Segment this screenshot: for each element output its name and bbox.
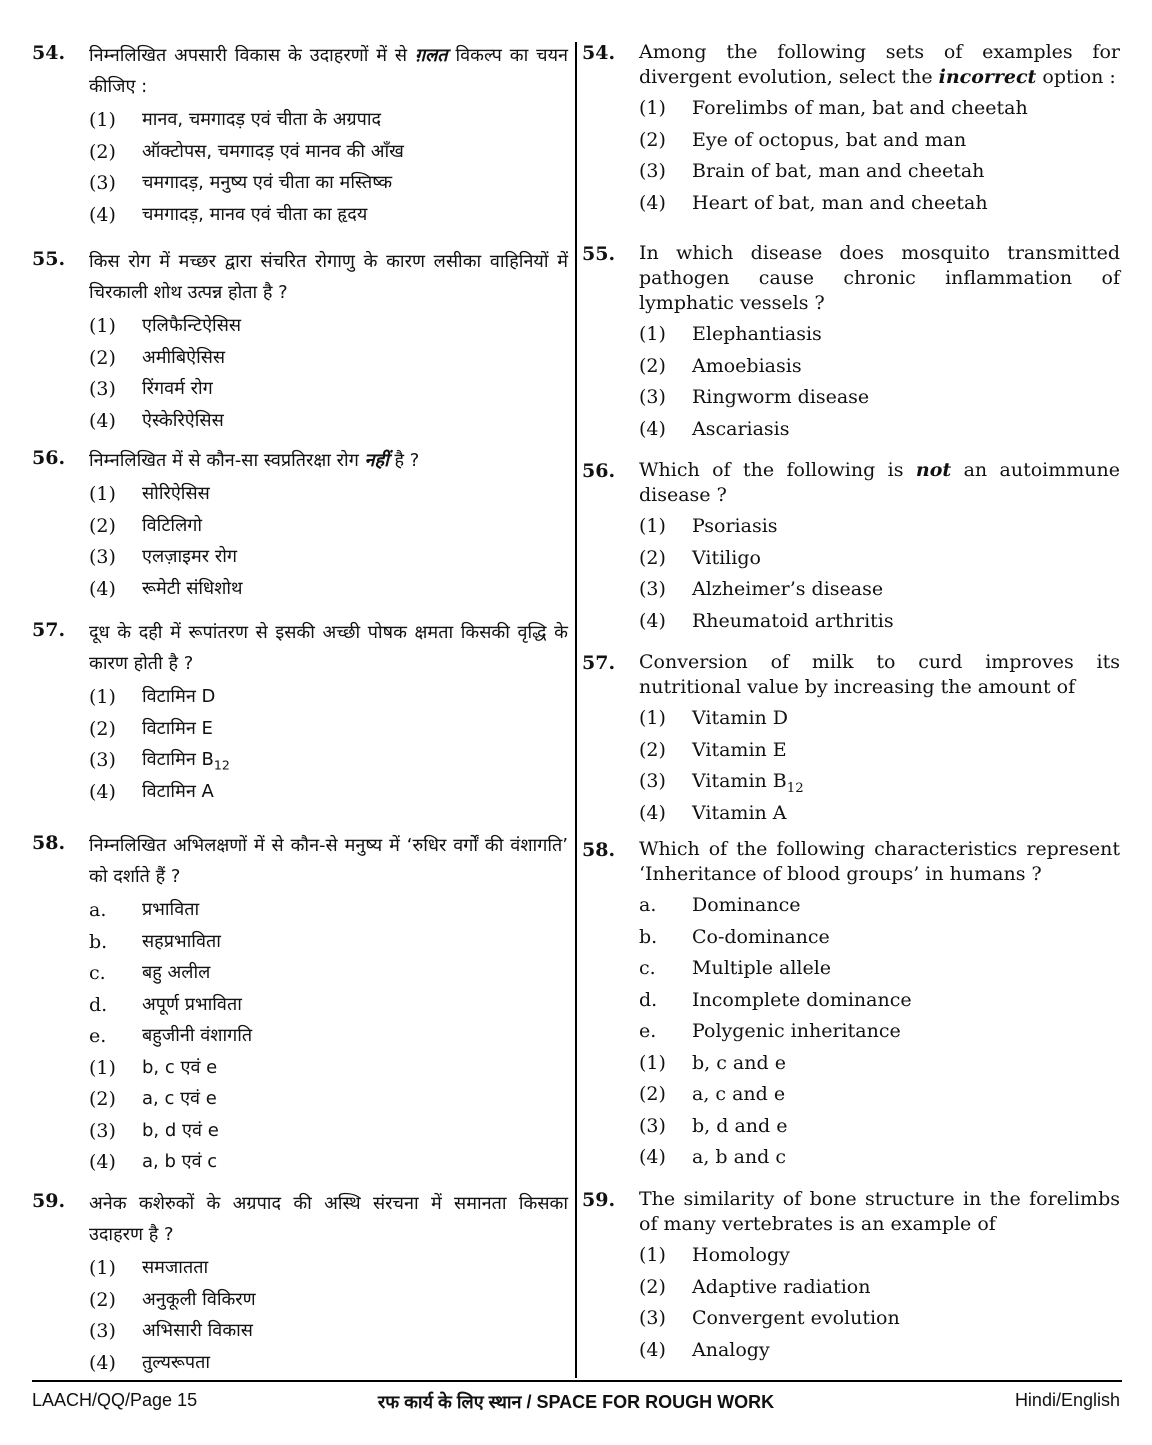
option-text: ऐस्केरिऐसिस: [142, 409, 224, 431]
option-text: Alzheimer’s disease: [692, 578, 884, 600]
question-hi-54: [32, 40, 568, 233]
answer-option: [639, 158, 1120, 190]
question-number: 54.: [582, 42, 616, 64]
option-index: (1): [639, 323, 666, 345]
question-stem: Among the following sets of examples for divergent evolution, select the incorrect option :: [639, 41, 1120, 88]
option-text: Analogy: [692, 1338, 770, 1361]
option-index: (3): [89, 749, 116, 771]
answer-option: [639, 1305, 1120, 1337]
option-text: Rheumatoid arthritis: [692, 609, 894, 632]
option-index: (1): [89, 315, 116, 337]
option-text: Incomplete dominance: [692, 988, 912, 1011]
question-en-55: [582, 241, 1120, 447]
option-index: e.: [89, 1025, 107, 1047]
option-text: Homology: [692, 1244, 790, 1266]
answer-option: [639, 800, 1120, 832]
option-index: (4): [639, 801, 666, 824]
option-index: (4): [89, 203, 116, 226]
option-text: b, d and e: [692, 1114, 788, 1137]
option-text: विटामिन A: [142, 780, 214, 802]
option-index: (3): [639, 160, 666, 182]
option-index: (1): [639, 1244, 666, 1266]
answer-option: [89, 1318, 568, 1350]
option-text: Dominance: [692, 894, 801, 916]
answer-option: [89, 481, 568, 513]
option-index: (4): [639, 1146, 666, 1168]
option-text: बहु अलील: [142, 962, 211, 983]
answer-option: [639, 321, 1120, 353]
option-index: (2): [639, 1083, 666, 1105]
question-stem: In which disease does mosquito transmitted pathogen cause chronic inflammation of lymphatic vessels ?: [639, 242, 1120, 314]
answer-option: [89, 544, 568, 576]
answer-option: [639, 127, 1120, 159]
answer-option: [89, 376, 568, 408]
answer-option: [639, 608, 1120, 640]
option-text: b, c and e: [692, 1051, 786, 1074]
option-text: रूमेटी संधिशोथ: [142, 577, 243, 599]
option-index: (1): [639, 515, 666, 537]
option-index: d.: [639, 988, 658, 1011]
answer-option: [89, 107, 568, 139]
footer-rule: [32, 1380, 1122, 1382]
option-text: Vitamin A: [692, 801, 787, 824]
question-hi-58: [32, 830, 568, 1181]
question-number: 58.: [32, 832, 66, 854]
option-text: एलज़ाइमर रोग: [142, 546, 238, 567]
answer-option: [639, 987, 1120, 1019]
question-en-56: [582, 458, 1120, 639]
option-index: (2): [639, 128, 666, 151]
option-index: (1): [89, 686, 116, 708]
option-index: (2): [89, 1088, 116, 1110]
option-index: (2): [639, 1275, 666, 1298]
option-text: Brain of bat, man and cheetah: [692, 160, 985, 182]
question-number: 57.: [582, 652, 616, 674]
option-index: (3): [639, 578, 666, 600]
question-hi-56: [32, 445, 568, 607]
answer-option: [639, 545, 1120, 577]
question-stem: The similarity of bone structure in the forelimbs of many vertebrates is an example of: [639, 1188, 1120, 1235]
question-number: 56.: [32, 447, 66, 469]
question-number: 55.: [32, 248, 66, 270]
answer-option: [639, 1050, 1120, 1082]
answer-option: [639, 416, 1120, 448]
option-text: Multiple allele: [692, 957, 832, 979]
question-stem: निम्नलिखित अपसारी विकास के उदाहरणों में से ग़लत विकल्प का चयन कीजिए :: [89, 45, 568, 97]
option-text: विटामिन D: [142, 686, 216, 707]
option-text: Vitamin E: [692, 738, 787, 761]
option-index: (1): [639, 707, 666, 729]
option-index: (3): [639, 386, 666, 408]
answer-option: [89, 170, 568, 202]
answer-option: [89, 139, 568, 171]
question-stem: Conversion of milk to curd improves its nutritional value by increasing the amount of: [639, 651, 1120, 698]
answer-option: [639, 1081, 1120, 1113]
option-index: (3): [89, 172, 116, 194]
answer-option: [89, 408, 568, 440]
option-text: Psoriasis: [692, 515, 778, 537]
option-index: (3): [89, 1320, 116, 1342]
option-text: चमगादड़, मनुष्य एवं चीता का मस्तिष्क: [142, 172, 393, 193]
option-index: (2): [89, 346, 116, 369]
option-text: a, b and c: [692, 1146, 787, 1168]
option-index: (3): [639, 770, 666, 792]
option-text: मानव, चमगादड़ एवं चीता के अग्रपाद: [142, 109, 382, 130]
option-text: a, b एवं c: [142, 1151, 218, 1172]
option-text: Co-dominance: [692, 925, 830, 948]
option-index: (4): [639, 191, 666, 214]
option-text: अपूर्ण प्रभाविता: [142, 993, 242, 1015]
answer-option: [89, 1023, 568, 1055]
question-number: 55.: [582, 243, 616, 265]
answer-option: [89, 1118, 568, 1150]
column-divider: [575, 42, 577, 1378]
answer-option: [639, 705, 1120, 737]
option-index: (4): [639, 1338, 666, 1361]
option-index: (2): [89, 1288, 116, 1311]
option-index: (2): [89, 140, 116, 163]
question-number: 54.: [32, 42, 66, 64]
option-index: (2): [639, 546, 666, 569]
answer-option: [89, 576, 568, 608]
answer-option: [639, 924, 1120, 956]
option-index: (1): [89, 483, 116, 505]
option-index: c.: [639, 957, 656, 979]
answer-option: [89, 1287, 568, 1319]
answer-option: [639, 190, 1120, 222]
option-text: Ringworm disease: [692, 386, 870, 408]
page-code: LAACH/QQ/Page 15: [32, 1390, 198, 1410]
option-index: (4): [639, 609, 666, 632]
option-index: (1): [89, 1056, 116, 1079]
answer-option: [639, 1337, 1120, 1369]
question-stem: निम्नलिखित में से कौन-सा स्वप्रतिरक्षा रोग नहीं है ?: [89, 450, 420, 471]
option-text: Amoebiasis: [692, 354, 802, 377]
option-text: Elephantiasis: [692, 323, 822, 345]
answer-option: [89, 1255, 568, 1287]
option-text: a, c and e: [692, 1083, 786, 1105]
answer-option: [639, 513, 1120, 545]
option-text: b, c एवं e: [142, 1056, 218, 1078]
question-stem: Which of the following is not an autoimmune disease ?: [639, 459, 1120, 506]
option-text: सोरिऐसिस: [142, 483, 210, 504]
answer-option: [639, 892, 1120, 924]
option-index: b.: [89, 930, 108, 953]
option-text: समजातता: [142, 1257, 209, 1278]
answer-option: [639, 1242, 1120, 1274]
option-text: तुल्यरूपता: [142, 1351, 211, 1373]
option-index: (3): [639, 1307, 666, 1329]
option-index: (1): [89, 109, 116, 131]
option-text: प्रभाविता: [142, 899, 200, 920]
answer-option: [639, 576, 1120, 608]
option-text: अनुकूली विकिरण: [142, 1288, 256, 1310]
answer-option: [639, 1018, 1120, 1050]
option-text: Vitamin $B_{12}$: [692, 770, 804, 796]
option-text: अभिसारी विकास: [142, 1320, 253, 1341]
option-text: रिंगवर्म रोग: [142, 378, 213, 399]
option-index: (2): [89, 717, 116, 740]
option-index: a.: [639, 894, 657, 916]
option-index: c.: [89, 962, 106, 984]
answer-option: [639, 95, 1120, 127]
option-index: (4): [89, 409, 116, 432]
answer-option: [639, 1113, 1120, 1145]
option-index: (2): [89, 514, 116, 537]
option-text: Forelimbs of man, bat and cheetah: [692, 97, 1028, 119]
answer-option: [89, 1055, 568, 1087]
language-label: Hindi/English: [1014, 1390, 1120, 1410]
option-index: (4): [639, 417, 666, 440]
answer-option: [89, 929, 568, 961]
option-text: a, c एवं e: [142, 1088, 217, 1109]
answer-option: [89, 345, 568, 377]
answer-option: [89, 202, 568, 234]
option-index: a.: [89, 899, 107, 921]
option-text: Polygenic inheritance: [692, 1020, 901, 1042]
rough-work-label: रफ कार्य के लिए स्थान / SPACE FOR ROUGH WORK: [377, 1392, 775, 1412]
option-text: ऑक्टोपस, चमगादड़ एवं मानव की आँख: [142, 140, 404, 162]
question-stem: दूध के दही में रूपांतरण से इसकी अच्छी पोषक क्षमता किसकी वृद्धि के कारण होती है ?: [89, 622, 568, 674]
question-stem: किस रोग में मच्छर द्वारा संचरित रोगाणु के कारण लसीका वाहिनियों में चिरकाली शोथ उत्पन्न होता है ?: [89, 251, 568, 303]
answer-option: [89, 747, 568, 779]
question-hi-59: [32, 1188, 568, 1381]
option-index: (2): [639, 354, 666, 377]
option-text: Eye of octopus, bat and man: [692, 128, 967, 151]
option-index: (4): [89, 780, 116, 803]
answer-option: [89, 313, 568, 345]
answer-option: [89, 992, 568, 1024]
option-text: विटिलिगो: [142, 514, 203, 536]
answer-option: [639, 768, 1120, 800]
question-en-59: [582, 1187, 1120, 1368]
answer-option: [639, 1274, 1120, 1306]
answer-option: [639, 955, 1120, 987]
option-index: (1): [89, 1257, 116, 1279]
answer-option: [89, 960, 568, 992]
option-text: Heart of bat, man and cheetah: [692, 191, 988, 214]
option-index: d.: [89, 993, 108, 1016]
option-text: सहप्रभाविता: [142, 930, 221, 952]
question-number: 56.: [582, 460, 616, 482]
answer-option: [639, 384, 1120, 416]
option-index: (1): [639, 1051, 666, 1074]
question-stem: अनेक कशेरुकों के अग्रपाद की अस्थि संरचना में समानता किसका उदाहरण है ?: [89, 1193, 568, 1245]
question-number: 57.: [32, 619, 66, 641]
option-text: चमगादड़, मानव एवं चीता का हृदय: [142, 203, 368, 225]
question-en-58: [582, 837, 1120, 1176]
answer-option: [639, 353, 1120, 385]
option-index: (3): [89, 546, 116, 568]
option-index: (3): [89, 378, 116, 400]
option-text: Vitiligo: [692, 546, 761, 569]
option-text: Ascariasis: [692, 417, 790, 440]
option-text: Vitamin D: [692, 707, 789, 729]
option-text: Convergent evolution: [692, 1307, 900, 1329]
question-en-57: [582, 650, 1120, 831]
answer-option: [89, 684, 568, 716]
option-text: विटामिन $B_{12}$: [142, 749, 230, 773]
option-text: एलिफैन्टिऐसिस: [142, 315, 242, 336]
option-text: विटामिन E: [142, 717, 213, 739]
option-text: बहुजीनी वंशागति: [142, 1025, 253, 1046]
option-index: (4): [89, 1351, 116, 1374]
answer-option: [89, 513, 568, 545]
question-hi-57: [32, 617, 568, 810]
question-en-54: [582, 40, 1120, 221]
answer-option: [89, 1149, 568, 1181]
answer-option: [89, 779, 568, 811]
answer-option: [639, 1144, 1120, 1176]
answer-option: [89, 716, 568, 748]
option-index: (3): [89, 1119, 116, 1142]
answer-option: [89, 1086, 568, 1118]
option-index: (1): [639, 97, 666, 119]
question-stem: Which of the following characteristics represent ‘Inheritance of blood groups’ in humans ?: [639, 838, 1120, 885]
answer-option: [89, 1350, 568, 1382]
answer-option: [639, 737, 1120, 769]
question-number: 59.: [32, 1190, 66, 1212]
option-text: अमीबिऐसिस: [142, 346, 226, 368]
question-stem: निम्नलिखित अभिलक्षणों में से कौन-से मनुष्य में ‘रुधिर वर्गों की वंशागति’ को दर्शाते हैं ?: [89, 835, 568, 887]
option-text: Adaptive radiation: [692, 1275, 871, 1298]
question-hi-55: [32, 246, 568, 439]
option-index: b.: [639, 925, 658, 948]
option-text: b, d एवं e: [142, 1119, 219, 1141]
option-index: (4): [89, 1151, 116, 1173]
option-index: (4): [89, 577, 116, 600]
option-index: (3): [639, 1114, 666, 1137]
question-number: 59.: [582, 1189, 616, 1211]
option-index: (2): [639, 738, 666, 761]
question-number: 58.: [582, 839, 616, 861]
answer-option: [89, 897, 568, 929]
option-index: e.: [639, 1020, 657, 1042]
